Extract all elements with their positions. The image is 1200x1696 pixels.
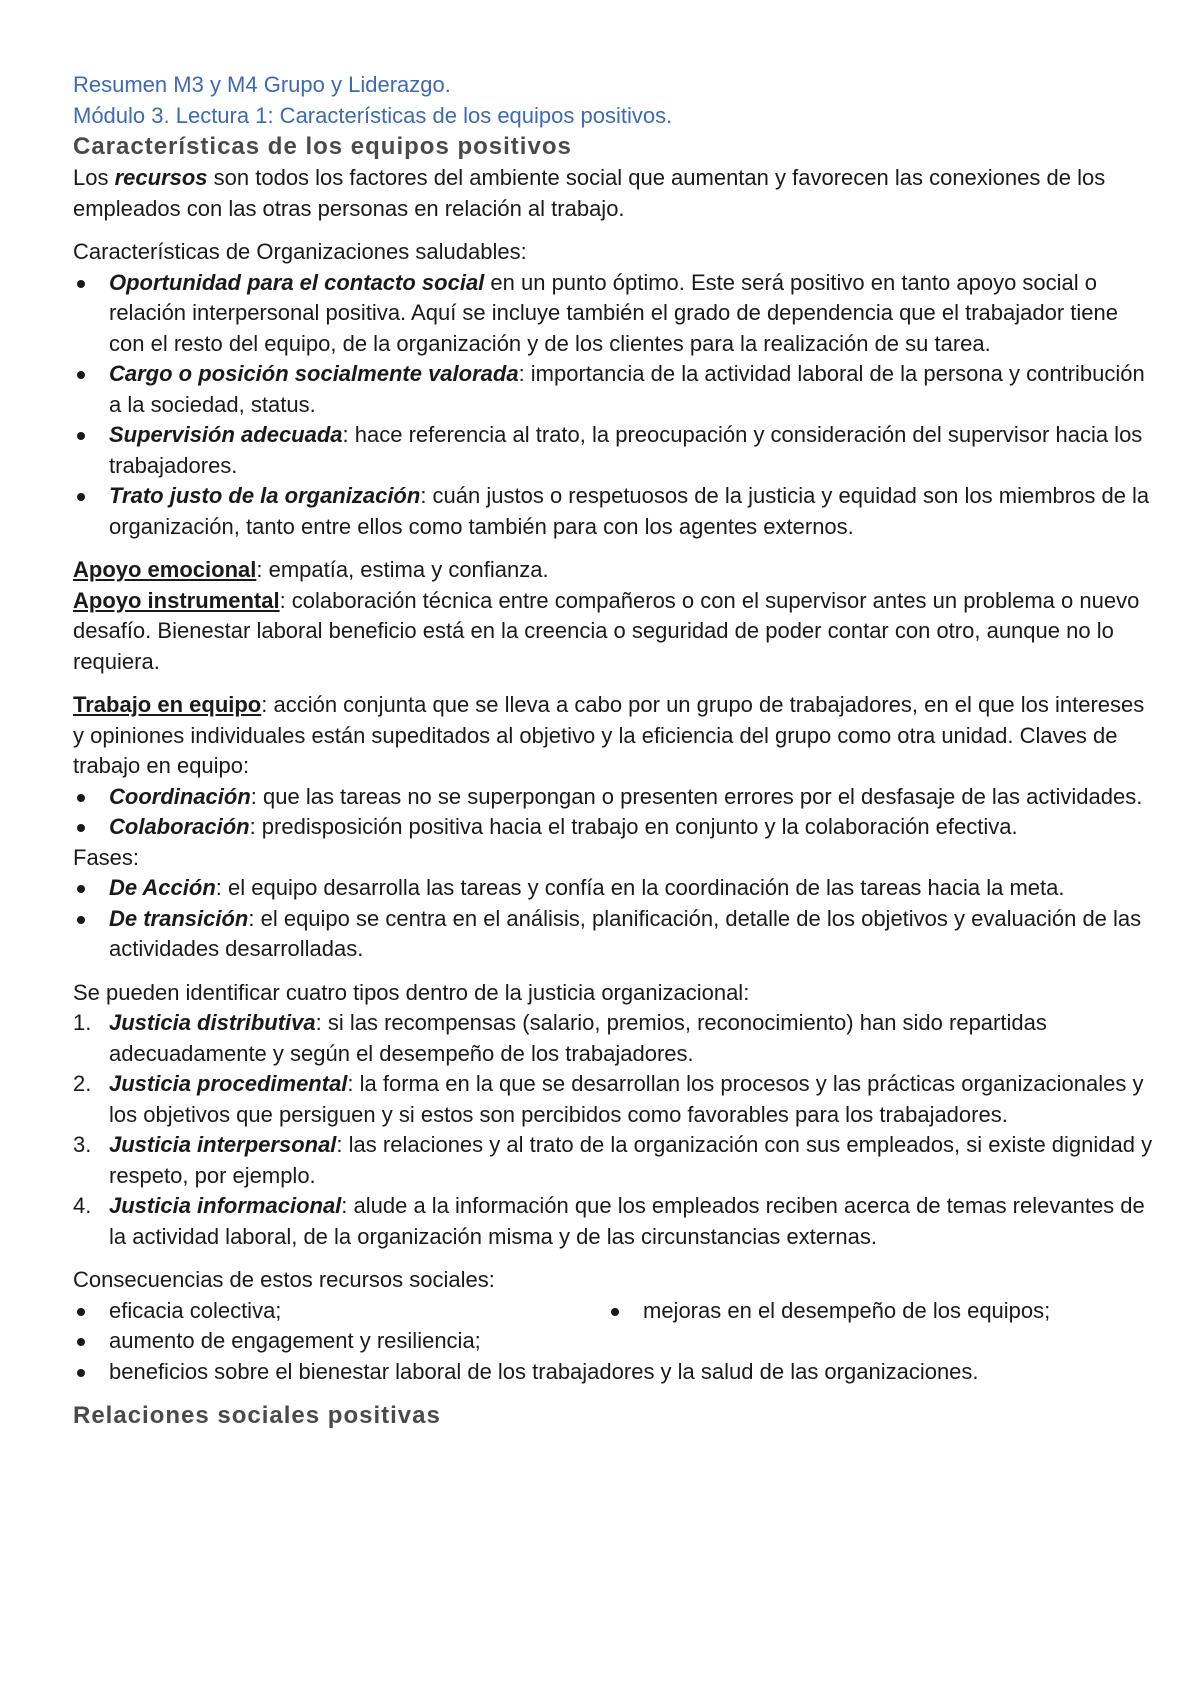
phases-label: Fases: bbox=[73, 844, 140, 870]
document-title: Resumen M3 y M4 Grupo y Liderazgo. bbox=[73, 72, 451, 97]
list-item: Cargo o posición socialmente valorada: importancia de la actividad laboral de la persona y contribución a la sociedad, status. bbox=[109, 361, 1145, 417]
list-item: Coordinación: que las tareas no se superpongan o presenten errores por el desfasaje de las actividades. bbox=[109, 783, 1143, 809]
document-subtitle: Módulo 3. Lectura 1: Características de los equipos positivos. bbox=[73, 102, 673, 128]
healthy-orgs-list bbox=[73, 268, 1153, 543]
healthy-orgs-title: Características de Organizaciones saludables: bbox=[73, 239, 527, 264]
list-item: Oportunidad para el contacto social en un punto óptimo. Este será positivo en tanto apoyo social o relación interpersonal positiva. Aquí se incluye también el grado de dependencia que el trabajador tiene con el resto del equipo, de la organización y de los clientes para la realización de su tarea. bbox=[109, 269, 1119, 356]
instrumental-support: Apoyo instrumental: colaboración técnica entre compañeros o con el supervisor antes un problema o nuevo desafío. Bienestar laboral beneficio está en la creencia o seguridad de poder contar con otro, aunque no lo requiera. bbox=[73, 587, 1140, 674]
justice-list bbox=[73, 1008, 1153, 1252]
list-item: 4. Justicia informacional: alude a la información que los empleados reciben acerca de temas relevantes de la actividad laboral, de la organización misma y de las circunstancias externas. bbox=[73, 1193, 1145, 1249]
teamwork-keys-list bbox=[73, 782, 1153, 843]
list-item: De Acción: el equipo desarrolla las tareas y confía en la coordinación de las tareas hacia la meta. bbox=[109, 875, 1065, 900]
list-item: mejoras en el desempeño de los equipos; bbox=[643, 1297, 1051, 1323]
emotional-support: Apoyo emocional: empatía, estima y confianza. bbox=[73, 557, 549, 582]
list-item: eficacia colectiva; mejoras en el desempeño de los equipos; bbox=[73, 1296, 1153, 1327]
list-item: De transición: el equipo se centra en el análisis, planificación, detalle de los objetivos y evaluación de las actividades desarrolladas. bbox=[109, 905, 1142, 961]
phases-list bbox=[73, 873, 1153, 965]
section-heading: Características de los equipos positivos bbox=[73, 133, 572, 160]
teamwork-paragraph: Trabajo en equipo: acción conjunta que se lleva a cabo por un grupo de trabajadores, en el que los intereses y opiniones individuales están supeditados al objetivo y la eficiencia del grupo como otra unidad. Claves de trabajo en equipo: bbox=[73, 692, 1145, 778]
list-item: 3. Justicia interpersonal: las relaciones y al trato de la organización con sus empleados, si existe dignidad y respeto, por ejemplo. bbox=[73, 1132, 1153, 1188]
list-item: Supervisión adecuada: hace referencia al trato, la preocupación y consideración del supervisor hacia los trabajadores. bbox=[109, 422, 1143, 478]
list-item: Trato justo de la organización: cuán justos o respetuosos de la justicia y equidad son los miembros de la organización, tanto entre ellos como también para con los agentes externos. bbox=[109, 483, 1150, 539]
section-heading: Relaciones sociales positivas bbox=[73, 1402, 441, 1429]
list-item: Colaboración: predisposición positiva hacia el trabajo en conjunto y la colaboración efectiva. bbox=[109, 814, 1018, 839]
consequences-title: Consecuencias de estos recursos sociales: bbox=[73, 1267, 495, 1292]
term-recursos: recursos bbox=[114, 165, 208, 190]
list-item: aumento de engagement y resiliencia; bbox=[109, 1328, 481, 1353]
intro-paragraph: Los recursos son todos los factores del ambiente social que aumentan y favorecen las conexiones de los empleados con las otras personas en relación al trabajo. bbox=[73, 165, 1106, 221]
justice-title: Se pueden identificar cuatro tipos dentro de la justicia organizacional: bbox=[73, 979, 750, 1005]
list-item: 1. Justicia distributiva: si las recompensas (salario, premios, reconocimiento) han sido repartidas adecuadamente y según el desempeño de los trabajadores. bbox=[73, 1010, 1047, 1066]
list-item: 2. Justicia procedimental: la forma en la que se desarrollan los procesos y las prácticas organizacionales y los objetivos que persiguen y si estos son percibidos como favorables para los trabajadores. bbox=[73, 1071, 1144, 1127]
list-item: beneficios sobre el bienestar laboral de los trabajadores y la salud de las organizaciones. bbox=[109, 1358, 979, 1384]
document-page bbox=[73, 70, 1153, 1432]
consequences-list bbox=[73, 1296, 1153, 1388]
